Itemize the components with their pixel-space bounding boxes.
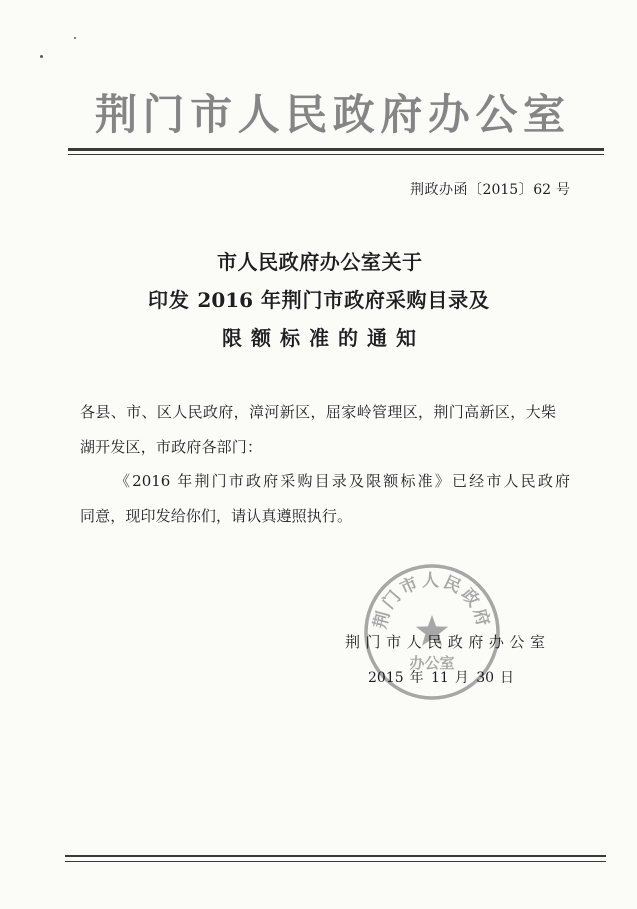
issuer-header: 荆门市人民政府办公室	[95, 90, 565, 139]
header-rule-thick	[68, 148, 604, 151]
body-line-2: 同意，现印发给你们，请认真遵照执行。	[80, 507, 352, 525]
issue-date: 2015 年 11 月 30 日	[368, 670, 514, 686]
addressee-line-2: 湖开发区，市政府各部门：	[80, 438, 262, 456]
seal-arc-text: 荆门市人民政府	[370, 570, 494, 631]
signature-issuer: 荆门市人民政府办公室	[345, 633, 545, 651]
document-number: 荆政办函〔2015〕62 号	[410, 182, 570, 198]
body-line-1: 《2016 年荆门市政府采购目录及限额标准》已经市人民政府	[115, 472, 570, 490]
footer-rule-thin	[65, 861, 606, 862]
title-line-2: 印发 2016 年荆门市政府采购目录及	[148, 288, 489, 312]
addressee-line-1: 各县、市、区人民政府，漳河新区，屈家岭管理区，荆门高新区，大柴	[80, 403, 556, 421]
title-line-3: 限 额 标 准 的 通 知	[222, 326, 416, 350]
title-line-1: 市人民政府办公室关于	[217, 250, 422, 274]
footer-rule-thick	[65, 855, 606, 857]
seal-star-icon	[416, 615, 448, 646]
seal-center-text: 办公室	[409, 654, 455, 672]
scan-speck	[40, 55, 43, 58]
official-seal	[362, 562, 502, 702]
scan-speck	[74, 37, 76, 39]
header-rule-thin	[68, 154, 604, 155]
